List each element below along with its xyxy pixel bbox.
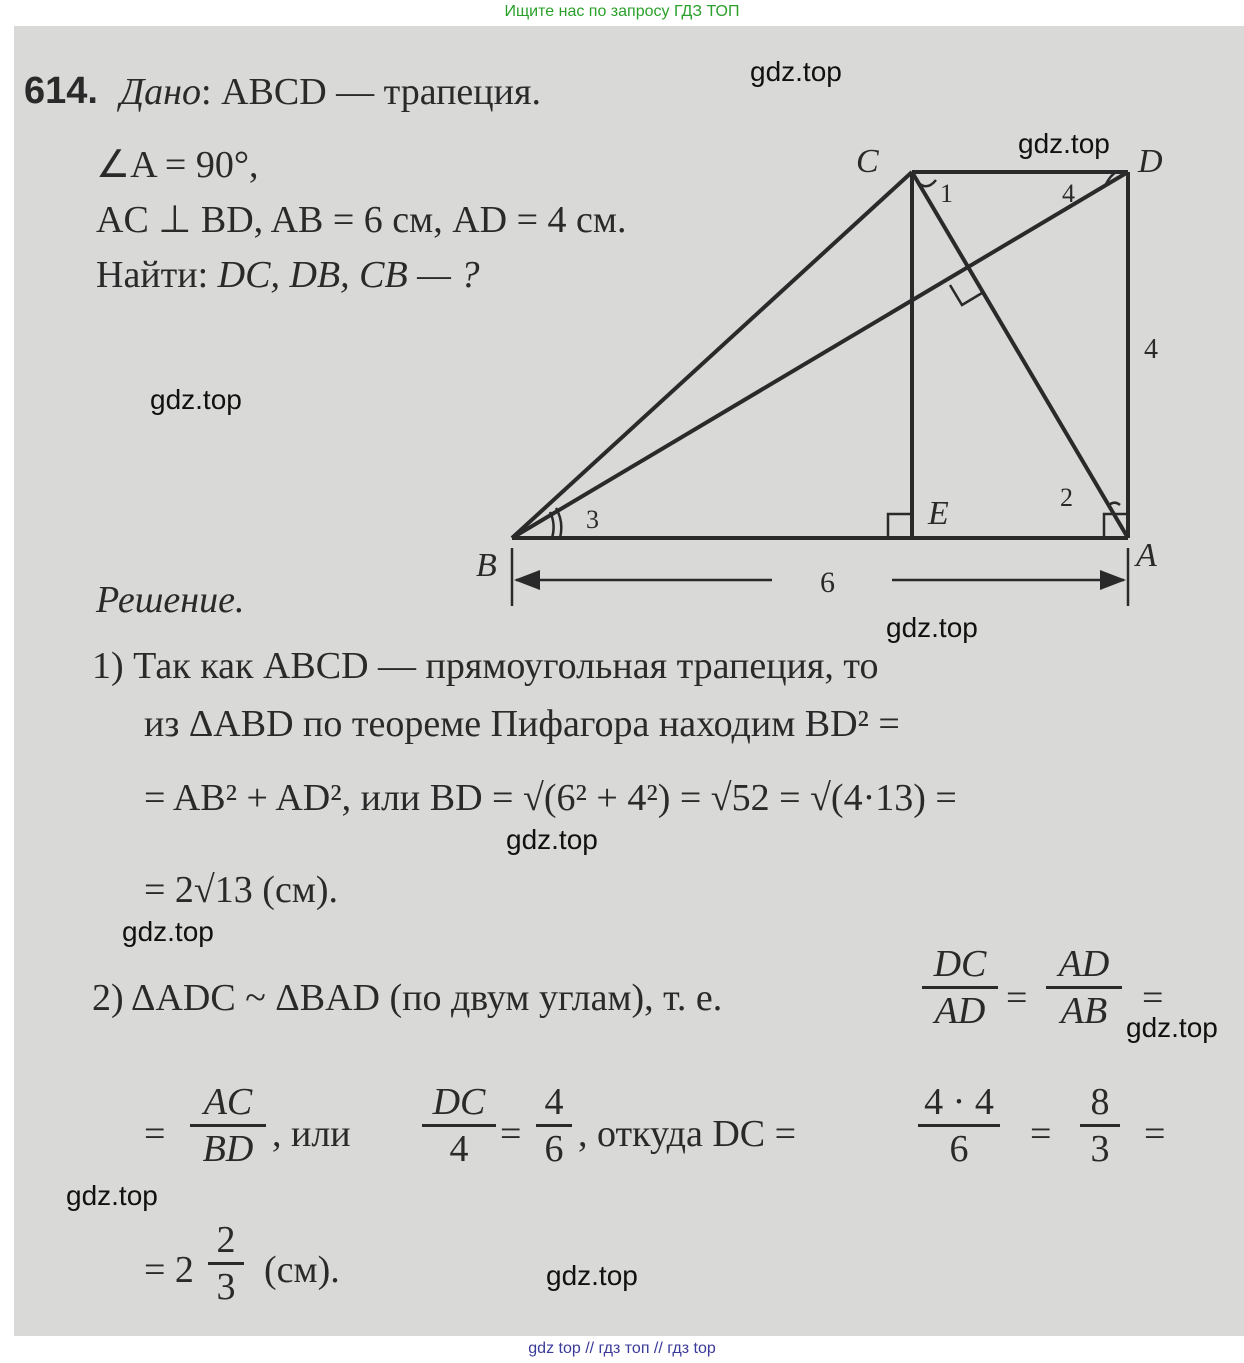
fraction-4x4-6 <box>918 1080 1000 1171</box>
right-angle-intersection <box>950 285 982 305</box>
watermark: gdz.top <box>750 56 842 87</box>
top-banner: Ищите нас по запросу ГДЗ ТОП <box>0 0 1244 26</box>
result-units: (см). <box>264 1249 340 1291</box>
watermark: gdz.top <box>1126 1012 1218 1043</box>
arrowhead-right <box>1100 570 1126 590</box>
angle-label-2: 2 <box>1060 483 1073 512</box>
label-c: C <box>856 143 879 180</box>
angle-label-3: 3 <box>586 505 599 534</box>
step2-line1: 2) ΔADC ~ ΔBAD (по двум углам), т. е. <box>92 977 723 1019</box>
watermark: gdz.top <box>886 612 978 643</box>
fraction-denominator: 6 <box>918 1124 1000 1171</box>
angle-condition: ∠A = 90°, <box>96 144 259 186</box>
right-angle-e <box>888 514 912 538</box>
arrowhead-left <box>514 570 540 590</box>
watermark: gdz.top <box>122 916 214 947</box>
problem-number: 614. <box>24 70 98 112</box>
watermark: gdz.top <box>1018 128 1110 159</box>
equals-sign: = <box>1030 1113 1052 1155</box>
fraction-denominator: 3 <box>208 1262 244 1309</box>
angle-arc-2 <box>1108 503 1120 506</box>
given-label: Дано <box>120 71 202 113</box>
fraction-dc-4 <box>422 1080 496 1171</box>
watermark: gdz.top <box>506 824 598 855</box>
fraction-denominator: 6 <box>536 1124 572 1171</box>
fraction-numerator: 8 <box>1090 1081 1110 1123</box>
fraction-ad-ab <box>1046 942 1122 1033</box>
fraction-denominator: AB <box>1046 986 1122 1033</box>
fraction-denominator: AD <box>922 986 998 1033</box>
fraction-denominator: 4 <box>422 1124 496 1171</box>
step1-line4: = 2√13 (см). <box>144 869 339 911</box>
label-d: D <box>1138 143 1163 180</box>
fraction-numerator: 4 <box>544 1081 564 1123</box>
fraction-denominator: BD <box>190 1124 266 1171</box>
step1-line2: из ΔABD по теореме Пифагора находим BD² = <box>144 703 900 745</box>
equals-sign: = <box>500 1113 522 1155</box>
conditions-line: AC ⊥ BD, AB = 6 см, AD = 4 см. <box>96 199 627 241</box>
equals-sign: = <box>1144 1113 1166 1155</box>
label-e: E <box>928 495 949 532</box>
fraction-denominator: 3 <box>1080 1124 1120 1171</box>
label-b: B <box>476 547 497 584</box>
result-mixed-whole: = 2 <box>144 1249 194 1291</box>
fraction-numerator: DC <box>933 943 987 985</box>
fraction-numerator: AD <box>1058 943 1110 985</box>
equals-sign: = <box>1142 977 1164 1019</box>
watermark: gdz.top <box>66 1180 158 1211</box>
watermark: gdz.top <box>546 1260 638 1291</box>
step1-line3: = AB² + AD², или BD = √(6² + 4²) = √52 = √(4·13) = <box>144 777 957 819</box>
fraction-dc-ad <box>922 942 998 1033</box>
step1-line1: 1) Так как ABCD — прямоугольная трапеция, то <box>92 645 879 687</box>
find-text: DC, DB, CB — ? <box>217 254 480 296</box>
fraction-numerator: AC <box>203 1081 253 1123</box>
angle-label-1: 1 <box>940 179 953 208</box>
fraction-8-3 <box>1080 1080 1120 1171</box>
fraction-numerator: 4 · 4 <box>924 1081 994 1123</box>
equals-sign: = <box>1006 977 1028 1019</box>
angle-arc-1 <box>920 180 936 186</box>
find-label: Найти: <box>96 254 209 296</box>
fraction-2-3 <box>208 1218 244 1309</box>
fraction-numerator: 2 <box>216 1219 236 1261</box>
diagonal-bd <box>512 172 1128 538</box>
angle-label-4: 4 <box>1062 179 1075 208</box>
fraction-numerator: DC <box>432 1081 486 1123</box>
label-a: A <box>1136 537 1157 574</box>
fraction-ac-bd <box>190 1080 266 1171</box>
footer-banner: gdz top // гдз топ // гдз top <box>0 1336 1244 1363</box>
side-bc <box>512 172 912 538</box>
equals-sign: = <box>144 1113 166 1155</box>
watermark: gdz.top <box>150 384 242 415</box>
fraction-4-6 <box>536 1080 572 1171</box>
solution-title: Решение. <box>96 579 245 621</box>
side-ad-value: 4 <box>1144 334 1158 365</box>
or-text: , или <box>272 1113 351 1155</box>
given-text: : ABCD — трапеция. <box>201 71 541 113</box>
whence-text: , откуда DC = <box>578 1113 797 1155</box>
side-ab-value: 6 <box>820 566 835 599</box>
diagonal-ac <box>912 172 1128 538</box>
